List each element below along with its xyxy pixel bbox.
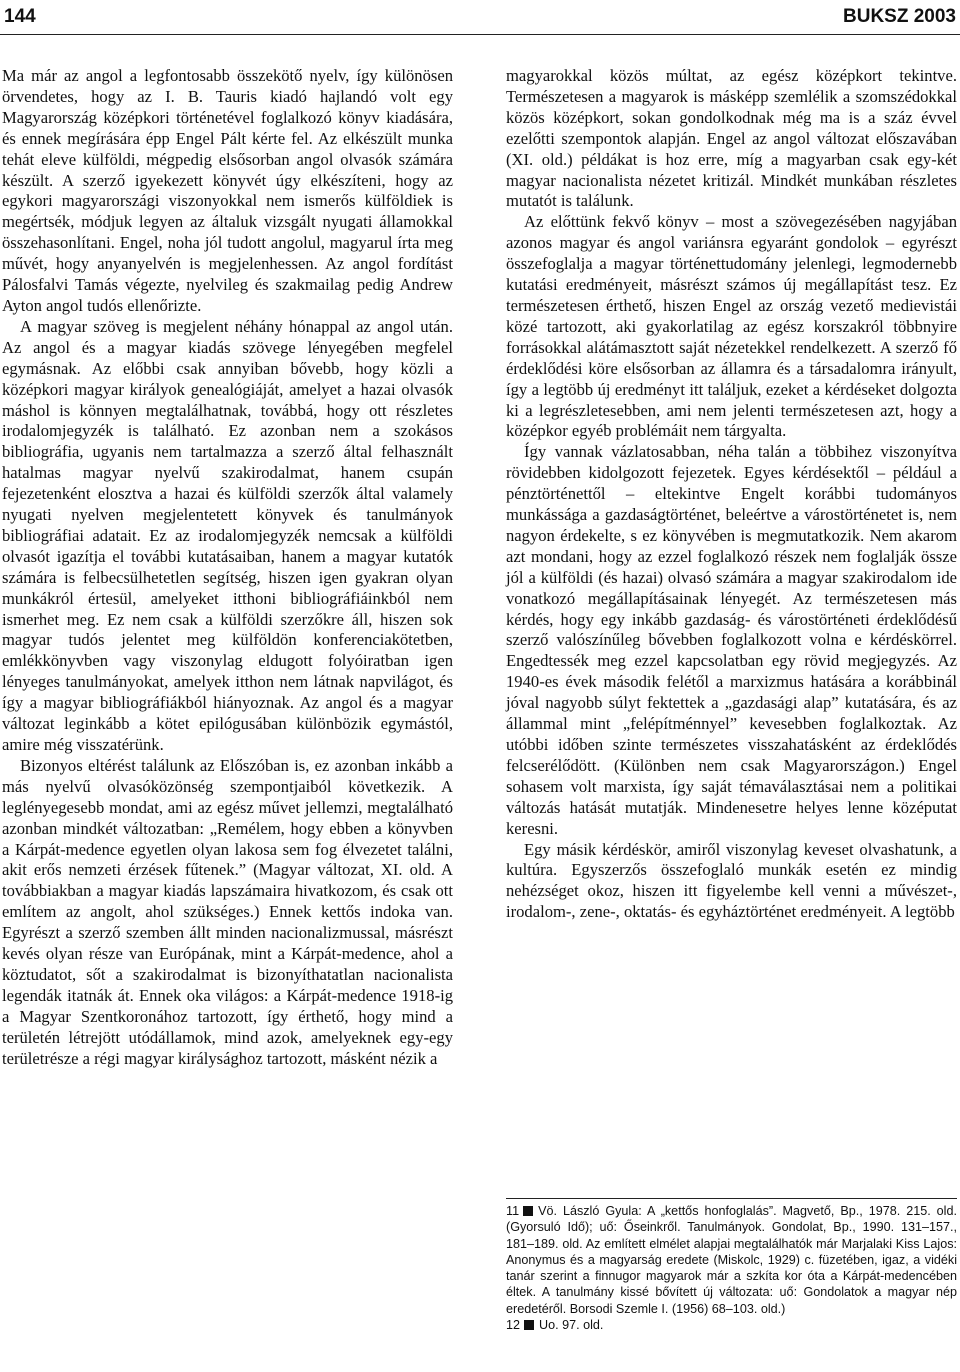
square-bullet-icon	[523, 1206, 533, 1216]
footnote-text: Uo. 97. old.	[539, 1318, 604, 1333]
paragraph: Így vannak vázlatosabban, néha talán a többihez viszonyítva rövidebben kidolgozott fejezetek. Egyes kérdésektől – például a pénztörténettől – eltekintve Engelt korábbi tudományos munkássága a gazdaságtörténet, beleértve a várostörténetet is, nem nagyon érdekelte, s ez könyvében is megmutatkozik. Nem akarom azt mondani, hogy az ezzel foglalkozó részek nem foglalják össze jól a külföldi (és hazai) olvasó számára a magyar szakirodalom ide vonatkozó megállapításainak lényegét. Az természetesen más kérdés, hogy egy inkább gazdaság- és várostörténeti érdeklődésű szerző valószínűleg bővebben foglalkozott volna e kérdéskörrel. Engedtessék meg ezzel kapcsolatban egy rövid megjegyzés. Az 1940-es évek második felétől a marxizmus hatására a korábbinál jóval nagyobb súlyt fektettek a „gazdasági alap” kutatására, és az állammal mint „felépítménnyel” kevesebben foglalkoztak. Az utóbbi időben szinte természetes visszahatásként az érdeklődés felcserélődött. (Különben nem csak Magyarországon.) Engel sohasem volt marxista, így saját témaválasztásai nem a politikai változás hatását mutatják. Mindenesetre helyes lenne középutat keresni.	[506, 442, 957, 838]
footnote-number: 11	[506, 1204, 520, 1218]
paragraph: Ma már az angol a legfontosabb összekötő nyelv, így különösen örvendetes, hogy az I. B. Tauris kiadó hajlandó volt egy Magyarország középkori történetével foglalkozó könyv kiadására, és ennek megírására épp Engel Pált kérte fel. Az elkészült munka tehát eleve külföldi, mégpedig elsősorban angol olvasók számára készült. A szerző igyekezett könyvét úgy elkészíteni, hogy az egykori magyarországi viszonyokkal nem ismerős külföldiek is megértsék, módjuk legyen az általuk vizsgált nyugati államokkal összehasonlítani. Engel, noha jól tudott angolul, magyarul írta meg művét, hogy anyanyelvén is megjelenhessen. Az angol fordítást Pálosfalvi Tamás végezte, nyelvileg és szakmailag pedig Andrew Ayton angol tudós ellenőrizte.	[2, 66, 453, 315]
paragraph: Bizonyos eltérést találunk az Előszóban is, ez azonban inkább a más nyelvű olvasóközönség szempontjaiból következik. A leglényegesebb mondat, ami az egész művet jellemzi, megtalálható azonban mindkét változatban: „Remélem, hogy ebben a könyvben a Kárpát-medence egyetlen olyan lakosa sem fog élvezetet találni, akit erős nemzeti érzések fűtenek.” (Magyar változat, XI. old. A továbbiakban a magyar kiadás lapszámaira hivatkozom, és csak ott említem az angolt, ahol szükséges.) Ennek kettős indoka van. Egyrészt a szerző szemben állt minden nacionalizmussal, másrészt kevés olyan része van Európának, mint a Kárpát-medence, ahol a köztudatot, sőt a szakirodalmat is bizonyíthatatlan nacionalista legendák itatnák át. Ennek oka világos: a Kárpát-medence 1918-ig a Magyar Szentkoronához tartozott, így érthető, hogy mind a területén létrejött utódállamok, mind azok, amelyeknek egy-egy területrésze a régi magyar királysághoz tartozott, másként nézik a	[2, 755, 453, 1068]
paragraph: magyarokkal közös múltat, az egész középkort tekintve. Természetesen a magyarok is másképp szemlélik a szomszédokkal közös középkort, sokan gondolkodnak még ma is a száz évvel ezelőtti szempontok alapján. Engel az angol változat előszavában (XI. old.) példákat is hoz erre, míg a magyarban csak egy-két magyar nacionalista nézetet kritizál. Mindkét munkában részletes mutatót is találunk.	[506, 66, 957, 211]
right-column	[506, 66, 957, 923]
footnote	[506, 1317, 957, 1333]
page-number: 144	[4, 6, 36, 27]
page-header	[0, 0, 960, 35]
square-bullet-icon	[524, 1320, 534, 1330]
left-column	[2, 66, 453, 1070]
paragraph: Az előttünk fekvő könyv – most a szövegezésében nagyjában azonos magyar és angol variánsra egyaránt gondolok – egyrészt összefoglalja a magyar történettudomány jelenlegi, legmodernebb kutatási eredményeit, másrészt számos új megállapítást tesz. Ez természetesen érthető, hiszen Engel az ország vezető medievistái közé tartozott, aki gyakorlatilag az egész korszakról többnyire forrásokkal alátámasztott saját nézetekkel rendelkezett. A szerző fő érdeklődési köre elsősorban az államra és a társadalomra irányult, így a legtöbb új eredményt itt találjuk, ezeket a kérdéseket dolgozta ki a legrészletesebben, ami nem jelenti természetesen azt, hogy a középkor egyéb problémáit nem tárgyalta.	[506, 212, 957, 441]
footnotes	[506, 1198, 957, 1333]
footnote	[506, 1203, 957, 1317]
footnote-text: Vö. László Gyula: A „kettős honfoglalás”. Magvető, Bp., 1978. 215. old. (Gyorsuló Idő); uő: Őseinkről. Tanulmányok. Gondolat, Bp., 1990. 131–157., 181–189. old. Az említett elmélet alapjai megtalálhatók már Marjalaki Kiss Lajos: Anonymus és a magyarság eredete (Miskolc, 1929) c. füzetében, igaz, a vidéki tanár szerint a finnugor magyarok már a szkíta kor óta a Kárpát-medencében éltek. A tanulmány kissé bővített új változata: uő: Gondolatok a magyar nép eredetéről. Borsodi Szemle I. (1956) 68–103. old.)	[506, 1204, 957, 1316]
paragraph: Egy másik kérdéskör, amiről viszonylag keveset olvashatunk, a kultúra. Egyszerzős összefoglaló munkák esetén ez mindig nehézséget okoz, hiszen itt figyelembe kell venni a művészet-, irodalom-, zene-, oktatás- és egyháztörténet eredményeit. A legtöbb	[506, 839, 957, 922]
footnote-number: 12	[506, 1318, 521, 1333]
journal-title: BUKSZ 2003	[843, 6, 956, 27]
paragraph: A magyar szöveg is megjelent néhány hónappal az angol után. Az angol és a magyar kiadás szövege lényegében megfelel egymásnak. Az előbbi csak annyiban bővebb, hogy közli a középkori magyar királyok genealógiáját, amelyet a hazai olvasók máshol is könnyen megtalálhatnak, továbbá, hogy ott részletes irodalomjegyzék is található. Ez azonban nem a szokásos bibliográfia, ugyanis nem tartalmazza a szerző által felhasznált hatalmas magyar nyelvű szakirodalmat, hanem csupán fejezetenként elosztva a hazai és külföldi szerzők által valamely nyugati nyelven megjelentetett könyvek és tanulmányok bibliográfiai adatait. Ez az irodalomjegyzék nemcsak a külföldi olvasót igazítja el további kutatásaiban, hanem a magyar kutatók számára is felbecsülhetetlen segítség, hiszen igen gyakran olyan munkákról értesül, amelyeket itthoni bibliográfiáinkból nem ismerhet meg. Ez nem csak a külföldi szerzőkre áll, hiszen sok magyar tudós jelentet meg külföldön konferenciakötetben, emlékkönyvben vagy viszonylag eldugott folyóiratban igen lényeges tanulmányokat, amelyek itthon nem látnak napvilágot, és így a magyar bibliográfiákból hiányoznak. Az angol és a magyar változat leginkább a kötet epilógusában különbözik egymástól, amire még visszatérünk.	[2, 316, 453, 754]
